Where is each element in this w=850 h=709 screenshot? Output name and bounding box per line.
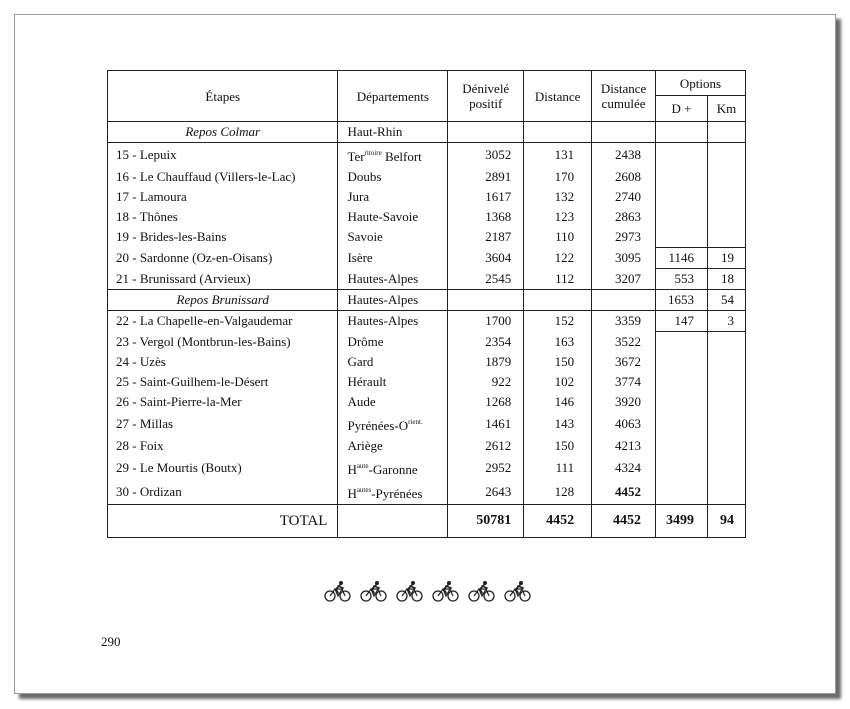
cell-etape: 20 - Sardonne (Oz-en-Oisans) <box>108 248 338 269</box>
table-row <box>108 332 746 353</box>
cell-departement: Haut-Rhin <box>338 122 448 143</box>
cell-departement <box>338 167 448 187</box>
cyclist-icon <box>360 580 387 602</box>
cell-departement <box>338 227 448 248</box>
cell-opt-km <box>707 311 745 332</box>
cell-cumul: 2863 <box>592 207 656 227</box>
table-row <box>108 248 746 269</box>
cyclist-icon <box>504 580 531 602</box>
dep-rest: -Garonne <box>368 462 418 477</box>
cell-cumul: 3207 <box>592 269 656 290</box>
cell-departement <box>338 392 448 412</box>
stages-table <box>107 70 746 538</box>
cell-cumul: 4063 <box>592 412 656 436</box>
opt-km: 18 <box>721 271 734 286</box>
total-cumul: 4452 <box>592 505 656 538</box>
cell-opt-km <box>707 143 745 168</box>
cell-departement <box>338 207 448 227</box>
table-row <box>108 311 746 332</box>
total-denivele: 50781 <box>448 505 524 538</box>
dep-main: Gard <box>347 354 374 369</box>
cell-opt-d <box>656 372 708 392</box>
table-row <box>108 480 746 505</box>
cell-opt-km <box>707 392 745 412</box>
cell-departement <box>338 187 448 207</box>
cell-distance: 122 <box>524 248 592 269</box>
cell-denivele: 2187 <box>448 227 524 248</box>
cell-cumul: 3672 <box>592 352 656 372</box>
dep-main: H <box>347 462 357 477</box>
cell-opt-km: 54 <box>707 290 745 311</box>
cell-departement <box>338 436 448 456</box>
dep-abbrev: autes <box>356 486 372 494</box>
cell-denivele: 1461 <box>448 412 524 436</box>
cell-opt-d <box>656 248 708 269</box>
cyclist-decoration <box>324 580 531 602</box>
header-d-plus: D + <box>656 96 708 122</box>
cell-opt-d <box>656 352 708 372</box>
cell-distance: 112 <box>524 269 592 290</box>
cell-distance: 170 <box>524 167 592 187</box>
cell-opt-km <box>707 227 745 248</box>
cell-etape: Repos Colmar <box>108 122 338 143</box>
cell-departement <box>338 456 448 480</box>
table-row <box>108 436 746 456</box>
opt-d: 147 <box>674 313 694 328</box>
cell-distance: 132 <box>524 187 592 207</box>
header-km: Km <box>707 96 745 122</box>
table-row <box>108 372 746 392</box>
table-row <box>108 352 746 372</box>
dep-abbrev: aute <box>356 462 369 470</box>
cell-departement <box>338 352 448 372</box>
cell-etape: 19 - Brides-les-Bains <box>108 227 338 248</box>
total-distance: 4452 <box>524 505 592 538</box>
table-row <box>108 456 746 480</box>
table-row-repos-colmar <box>108 122 746 143</box>
cell-distance: 102 <box>524 372 592 392</box>
cell-opt-km <box>707 412 745 436</box>
cell-opt-d <box>656 436 708 456</box>
cell-denivele: 2612 <box>448 436 524 456</box>
cell-cumul: 3095 <box>592 248 656 269</box>
dep-main: Hautes-Alpes <box>347 270 419 286</box>
dep-main: Drôme <box>347 333 384 349</box>
total-opt-km: 94 <box>707 505 745 538</box>
cell-departement <box>338 412 448 436</box>
cell-opt-d <box>656 187 708 207</box>
opt-d: 553 <box>674 271 694 286</box>
cell-opt-km <box>707 480 745 505</box>
cell-opt-d <box>656 456 708 480</box>
table-row <box>108 187 746 207</box>
cyclist-icon <box>396 580 423 602</box>
header-departements: Départements <box>338 71 448 122</box>
cell-distance: 152 <box>524 311 592 332</box>
table-row <box>108 167 746 187</box>
cell-opt-d <box>656 227 708 248</box>
dep-main: Aude <box>347 394 376 409</box>
cell-denivele: 922 <box>448 372 524 392</box>
cell-opt-d <box>656 269 708 290</box>
cell-etape: 23 - Vergol (Montbrun-les-Bains) <box>108 332 338 353</box>
cell-etape: 28 - Foix <box>108 436 338 456</box>
dep-abbrev: ritoire <box>364 149 382 157</box>
cell-cumul: 2608 <box>592 167 656 187</box>
cell-etape: Repos Brunissard <box>108 290 338 311</box>
cell-etape: 16 - Le Chauffaud (Villers-le-Lac) <box>108 167 338 187</box>
cell-opt-d <box>656 207 708 227</box>
cell-denivele: 2952 <box>448 456 524 480</box>
cell-cumul: 4452 <box>592 480 656 505</box>
header-options: Options <box>656 71 746 96</box>
cell-etape: 24 - Uzès <box>108 352 338 372</box>
table-row <box>108 207 746 227</box>
cell-etape: 26 - Saint-Pierre-la-Mer <box>108 392 338 412</box>
dep-abbrev: rient. <box>408 418 423 426</box>
table-row-total <box>108 505 746 538</box>
cell-cumul: 3359 <box>592 311 656 332</box>
cyclist-icon <box>432 580 459 602</box>
cell-cumul: 2740 <box>592 187 656 207</box>
cell-denivele: 3604 <box>448 248 524 269</box>
cell-opt-km <box>707 456 745 480</box>
table-row-repos-brunissard <box>108 290 746 311</box>
cell-departement <box>338 372 448 392</box>
cyclist-icon <box>324 580 351 602</box>
table-row <box>108 143 746 168</box>
cell-denivele: 1700 <box>448 311 524 332</box>
cell-denivele: 2354 <box>448 332 524 353</box>
cell-cumul: 3920 <box>592 392 656 412</box>
total-opt-d: 3499 <box>656 505 708 538</box>
cell-cumul: 4213 <box>592 436 656 456</box>
table-row <box>108 227 746 248</box>
cell-etape: 30 - Ordizan <box>108 480 338 505</box>
cell-opt-d <box>656 392 708 412</box>
dep-main: Ter <box>347 149 365 164</box>
table-row <box>108 269 746 290</box>
cell-cumul: 3522 <box>592 332 656 353</box>
cell-distance: 146 <box>524 392 592 412</box>
cell-denivele: 2643 <box>448 480 524 505</box>
cell-distance: 131 <box>524 143 592 168</box>
cell-etape: 17 - Lamoura <box>108 187 338 207</box>
cell-departement <box>338 480 448 505</box>
total-label: TOTAL <box>108 505 338 538</box>
cell-opt-km <box>707 207 745 227</box>
cell-distance: 163 <box>524 332 592 353</box>
cell-denivele: 2891 <box>448 167 524 187</box>
cell-denivele: 1368 <box>448 207 524 227</box>
cell-opt-km <box>707 436 745 456</box>
cell-etape: 22 - La Chapelle-en-Valgaudemar <box>108 311 338 332</box>
cell-cumul: 2438 <box>592 143 656 168</box>
cell-denivele: 1268 <box>448 392 524 412</box>
cyclist-icon <box>468 580 495 602</box>
cell-etape: 27 - Millas <box>108 412 338 436</box>
cell-opt-km <box>707 248 745 269</box>
cell-opt-d: 1653 <box>656 290 708 311</box>
cell-opt-d <box>656 311 708 332</box>
cell-etape: 18 - Thônes <box>108 207 338 227</box>
cell-distance: 128 <box>524 480 592 505</box>
cell-departement <box>338 143 448 168</box>
cell-distance: 110 <box>524 227 592 248</box>
cell-opt-km <box>707 332 745 353</box>
cell-opt-km <box>707 167 745 187</box>
cell-departement: Hautes-Alpes <box>338 290 448 311</box>
cell-denivele: 3052 <box>448 143 524 168</box>
dep-main: Savoie <box>347 229 383 245</box>
dep-main: Jura <box>347 189 370 204</box>
opt-km: 3 <box>727 313 734 328</box>
opt-km: 19 <box>721 250 734 265</box>
header-denivele: Dénivelé positif <box>448 71 524 122</box>
cell-opt-km <box>707 269 745 290</box>
cell-departement <box>338 248 448 269</box>
cell-denivele: 1879 <box>448 352 524 372</box>
cell-opt-d <box>656 167 708 187</box>
cell-cumul: 3774 <box>592 372 656 392</box>
cell-opt-d <box>656 480 708 505</box>
cell-distance: 111 <box>524 456 592 480</box>
dep-main: Hautes-Alpes <box>347 313 419 329</box>
opt-d: 1146 <box>668 250 694 265</box>
dep-main: Hérault <box>347 374 387 389</box>
cell-denivele: 2545 <box>448 269 524 290</box>
cell-etape: 29 - Le Mourtis (Boutx) <box>108 456 338 480</box>
dep-main: Pyrénées-O <box>347 418 409 433</box>
cell-distance: 123 <box>524 207 592 227</box>
dep-main: Doubs <box>347 169 382 184</box>
dep-rest: -Pyrénées <box>371 486 423 501</box>
table-row <box>108 392 746 412</box>
dep-main: Ariège <box>347 438 383 453</box>
cell-opt-d <box>656 412 708 436</box>
dep-rest: Belfort <box>381 149 422 164</box>
dep-main: Isère <box>347 250 373 265</box>
cell-etape: 15 - Lepuix <box>108 143 338 168</box>
dep-main: H <box>347 486 357 501</box>
cell-cumul: 4324 <box>592 456 656 480</box>
cell-cumul: 2973 <box>592 227 656 248</box>
cell-opt-d <box>656 332 708 353</box>
cell-etape: 21 - Brunissard (Arvieux) <box>108 269 338 290</box>
cell-opt-km <box>707 352 745 372</box>
table-row <box>108 412 746 436</box>
cell-departement <box>338 311 448 332</box>
cell-opt-d <box>656 143 708 168</box>
header-distance: Distance <box>524 71 592 122</box>
cell-opt-km <box>707 372 745 392</box>
cell-distance: 143 <box>524 412 592 436</box>
page-number: 290 <box>101 634 121 649</box>
cell-departement <box>338 269 448 290</box>
cell-etape: 25 - Saint-Guilhem-le-Désert <box>108 372 338 392</box>
cell-denivele: 1617 <box>448 187 524 207</box>
dep-main: Haute-Savoie <box>347 209 419 224</box>
cell-opt-km <box>707 187 745 207</box>
header-distance-cumulee: Distance cumulée <box>592 71 656 122</box>
cell-departement <box>338 332 448 353</box>
cell-distance: 150 <box>524 352 592 372</box>
cell-distance: 150 <box>524 436 592 456</box>
header-etapes: Étapes <box>108 71 338 122</box>
